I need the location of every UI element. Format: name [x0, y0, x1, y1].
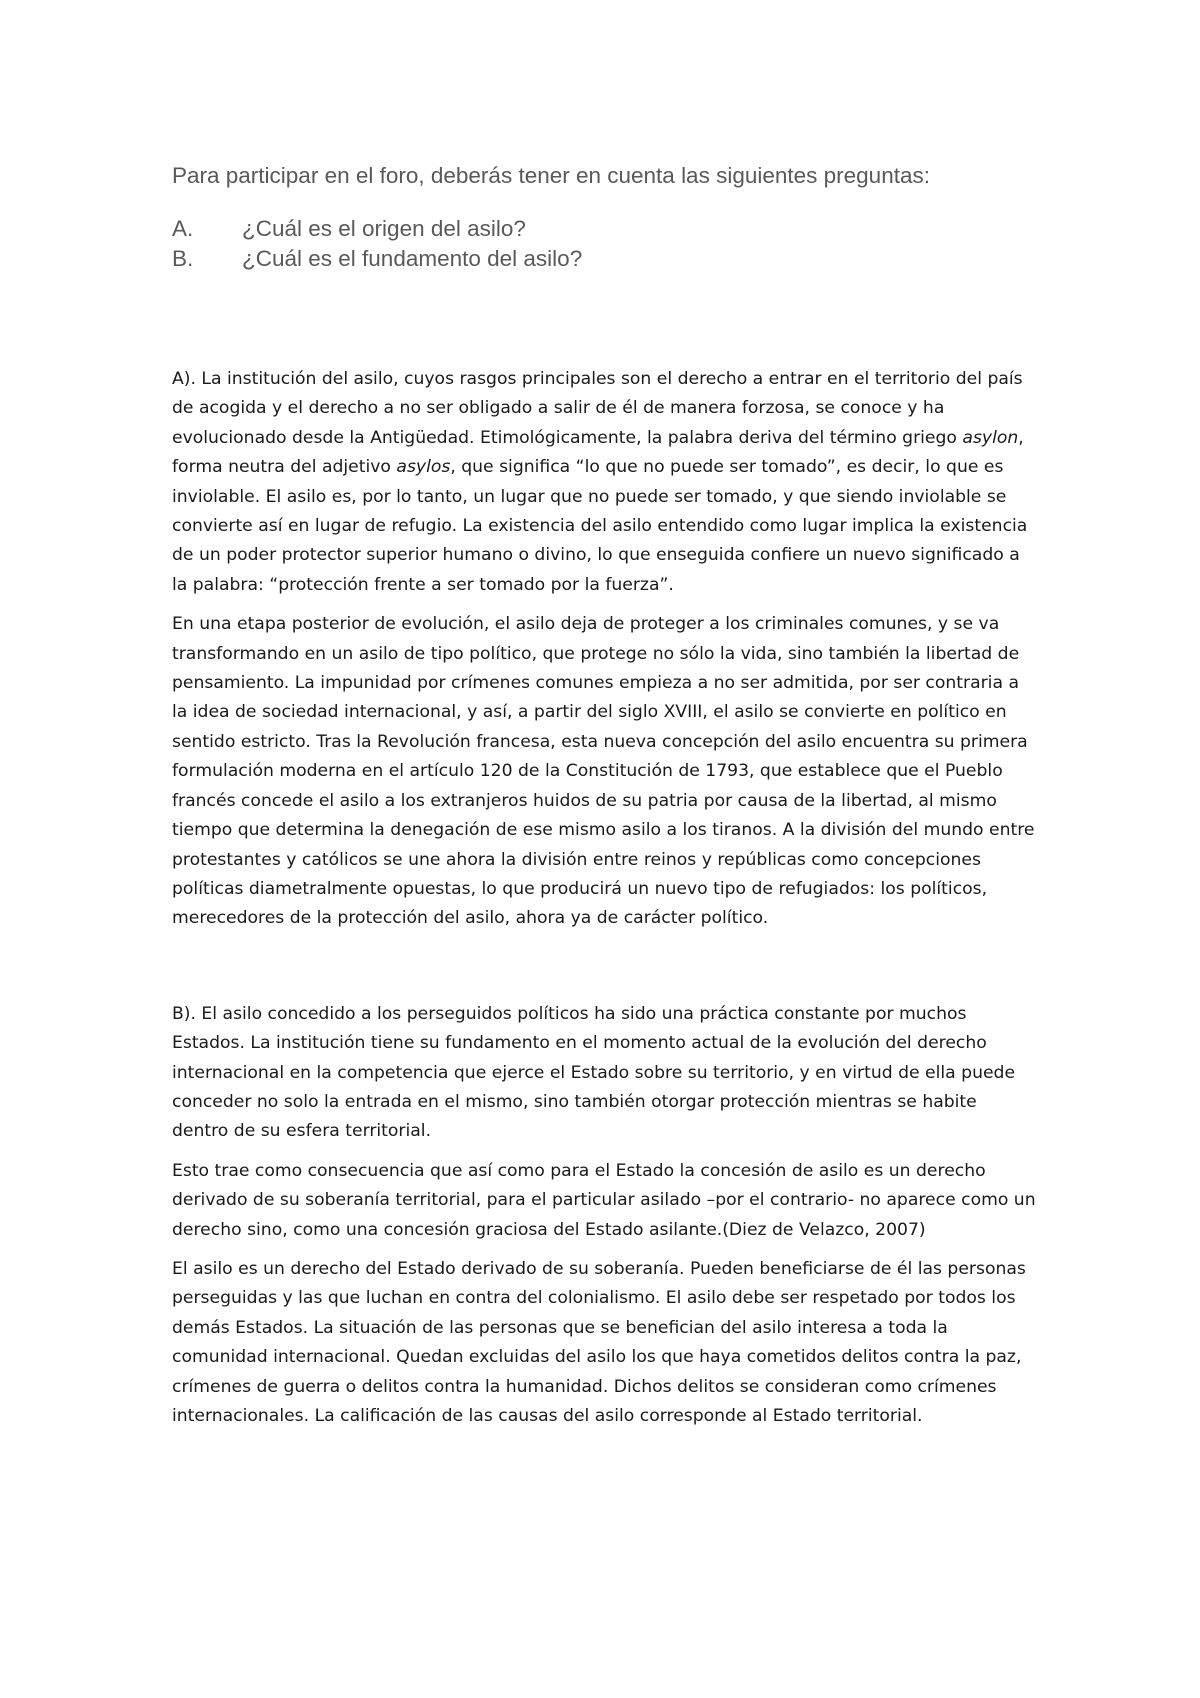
term-asylon: asylon: [962, 427, 1019, 448]
question-text: ¿Cuál es el origen del asilo?: [242, 216, 526, 241]
question-item: [172, 214, 1072, 244]
paragraph-spacer: [172, 600, 1036, 610]
question-letter: B.: [172, 246, 194, 271]
answer-a-text-part: , forma neutra del adjetivo: [172, 427, 1024, 478]
question-text: ¿Cuál es el fundamento del asilo?: [242, 246, 583, 271]
answer-b-paragraph-3: El asilo es un derecho del Estado derivado de su soberanía. Pueden beneficiarse de él las personas perseguidas y las que luchan en contra del colonialismo. El asilo debe ser respetado por todos los demás Estados. La situación de las personas que se benefician del asilo interesa a toda la comunidad internacional. Quedan excluidas del asilo los que haya cometidos delitos contra la paz, crímenes de guerra o delitos contra la humanidad. Dichos delitos se consideran como crímenes internacionales. La calificación de las causas del asilo corresponde al Estado territorial.: [172, 1258, 1026, 1426]
answer-a-paragraph-2: En una etapa posterior de evolución, el asilo deja de proteger a los criminales comunes, y se va transformando en un asilo de tipo político, que protege no sólo la vida, sino también la libertad de pensamiento. La impunidad por crímenes comunes empieza a no ser admitida, por ser contraria a la idea de sociedad internacional, y así, a partir del siglo XVIII, el asilo se convierte en político en sentido estricto. Tras la Revolución francesa, esta nueva concepción del asilo encuentra su primera formulación moderna en el artículo 120 de la Constitución de 1793, que establece que el Pueblo francés concede el asilo a los extranjeros huidos de su patria por causa de la libertad, al mismo tiempo que determina la denegación de ese mismo asilo a los tiranos. A la división del mundo entre protestantes y católicos se une ahora la división entre reinos y repúblicas como concepciones políticas diametralmente opuestas, lo que producirá un nuevo tipo de refugiados: los políticos, merecedores de la protección del asilo, ahora ya de carácter político.: [172, 614, 1035, 929]
section-spacer: [172, 934, 1036, 1000]
paragraph-spacer: [172, 1147, 1036, 1157]
answers-body: [172, 365, 1036, 1431]
answer-a-label: A).: [172, 369, 196, 389]
answer-a-text-part: La institución del asilo, cuyos rasgos principales son el derecho a entrar en el territorio del país de acogida y el derecho a no ser obligado a salir de él de manera forzosa, se conoce y ha evolucionado desde la Antigüedad. Etimológicamente, la palabra deriva del término griego: [172, 369, 1023, 448]
paragraph-spacer: [172, 1245, 1036, 1255]
answer-b-paragraph-2: Esto trae como consecuencia que así como para el Estado la concesión de asilo es un derecho derivado de su soberanía territorial, para el particular asilado –por el contrario- no aparece como un derecho sino, como una concesión graciosa del Estado asilante.(Diez de Velazco, 2007): [172, 1160, 1036, 1240]
answer-b-label: B).: [172, 1003, 196, 1024]
answer-a-text-part: , que significa “lo que no puede ser tomado”, es decir, lo que es inviolable. El asilo es, por lo tanto, un lugar que no puede ser tomado, y que siendo inviolable se convierte así en lugar de refugio. La existencia del asilo entendido como lugar implica la existencia de un poder protector superior humano o divino, lo que enseguida confiere un nuevo significado a la palabra: “protección frente a ser tomado por la fuerza”.: [172, 457, 1028, 595]
answer-a-paragraph-1: [172, 365, 1036, 600]
answer-b-paragraph-1: [172, 1000, 1036, 1147]
question-letter: A.: [172, 216, 194, 241]
question-item: [172, 244, 1072, 274]
term-asylos: asylos: [396, 457, 451, 478]
answer-b-text-part: El asilo concedido a los perseguidos políticos ha sido una práctica constante por muchos Estados. La institución tiene su fundamento en el momento actual de la evolución del derecho internacional en la competencia que ejerce el Estado sobre su territorio, y en virtud de ella puede conceder no solo la entrada en el mismo, sino también otorgar protección mientras se habite dentro de su esfera territorial.: [172, 1003, 1016, 1142]
question-list: [172, 214, 1072, 274]
instructions-prompt: Para participar en el foro, deberás tener en cuenta las siguientes preguntas:: [172, 163, 930, 188]
forum-instructions: [172, 160, 1072, 274]
